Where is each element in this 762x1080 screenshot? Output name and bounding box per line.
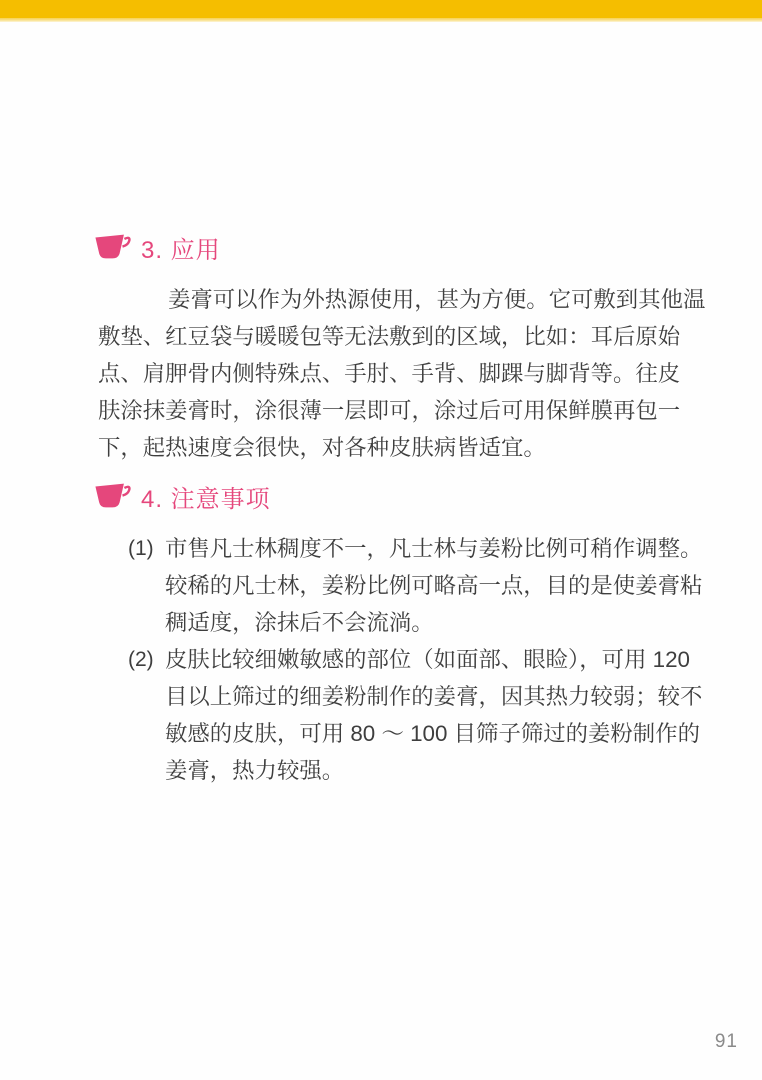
text-line: 敏感的皮肤，可用 80 ～ 100 目筛子筛过的姜粉制作的: [165, 721, 700, 746]
section-title: 3. 应用: [141, 237, 221, 264]
text-line: 肤涂抹姜膏时，涂很薄一层即可，涂过后可用保鲜膜再包一: [98, 398, 681, 423]
teacup-icon: [94, 482, 132, 511]
application-paragraph: [98, 281, 706, 466]
text-line: 敷垫、红豆袋与暖暖包等无法敷到的区域，比如：耳后原始: [98, 324, 681, 349]
notes-list: [128, 530, 728, 789]
text-line: 稠适度，涂抹后不会流淌。: [165, 610, 434, 635]
section-heading-application: [94, 230, 221, 265]
top-border-band: [0, 0, 762, 22]
list-item: [128, 530, 728, 641]
text-line: 市售凡士林稠度不一，凡士林与姜粉比例可稍作调整。: [165, 536, 703, 561]
text-line: 姜膏可以作为外热源使用，甚为方便。它可敷到其他温: [168, 287, 706, 312]
list-item-text: [165, 530, 702, 641]
text-line: 目以上筛过的细姜粉制作的姜膏，因其热力较弱；较不: [165, 684, 703, 709]
list-item-marker: (2): [128, 648, 154, 671]
text-line: 点、肩胛骨内侧特殊点、手肘、手背、脚踝与脚背等。往皮: [98, 361, 681, 386]
text-line: 下，起热速度会很快，对各种皮肤病皆适宜。: [98, 435, 546, 460]
teacup-icon: [94, 233, 132, 262]
text-line: 较稀的凡士林，姜粉比例可略高一点，目的是使姜膏粘: [165, 573, 703, 598]
text-line: 姜膏，热力较强。: [165, 758, 345, 783]
list-item-marker: (1): [128, 537, 154, 560]
text-line: 皮肤比较细嫩敏感的部位（如面部、眼睑），可用 120: [165, 647, 690, 672]
list-item-text: [165, 641, 702, 789]
section-title: 4. 注意事项: [141, 486, 271, 513]
page-number: 91: [714, 1031, 738, 1052]
list-item: [128, 641, 728, 789]
section-heading-notes: [94, 479, 271, 514]
